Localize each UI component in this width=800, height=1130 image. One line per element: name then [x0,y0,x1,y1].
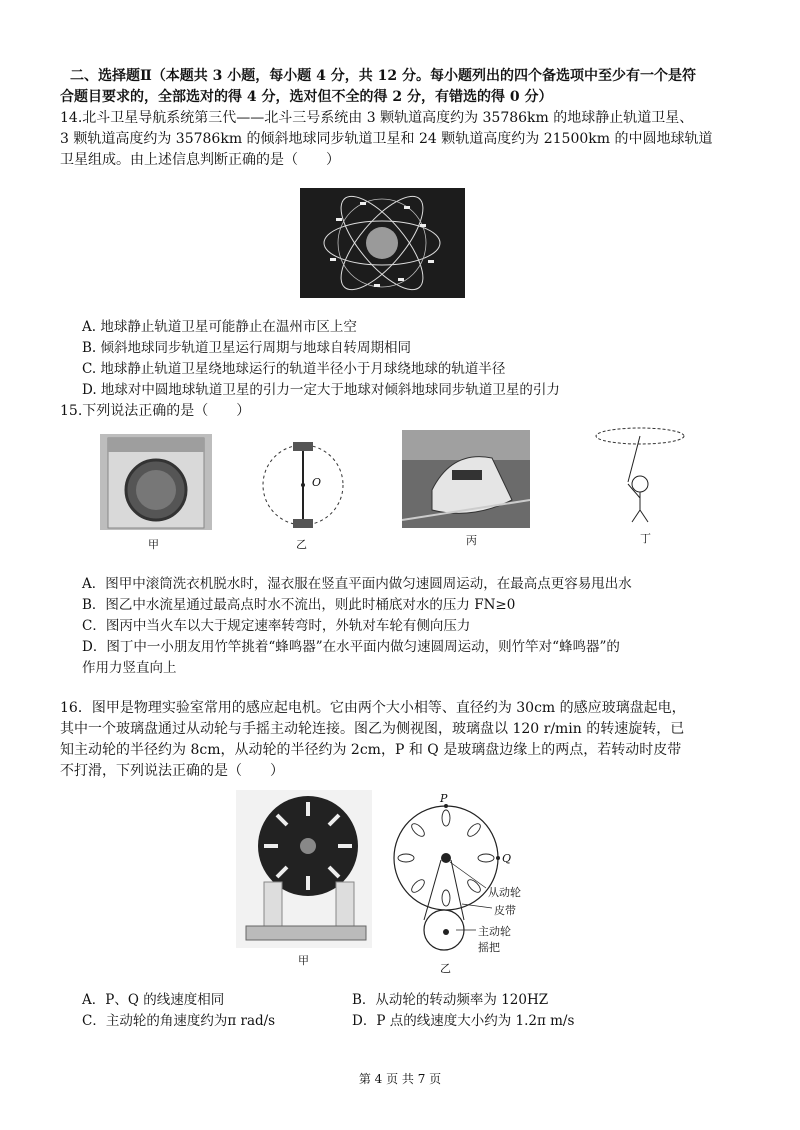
q14-option-b: B. 倾斜地球同步轨道卫星运行周期与地球自转周期相同 [82,340,412,356]
handle-label: 摇把 [478,941,500,954]
point-q-label: Q [502,852,512,865]
fig-label-ding-q15: 丁 [640,532,651,545]
q14-option-a: A. 地球静止轨道卫星可能静止在温州市区上空 [82,319,357,335]
fig-label-yi-q15: 乙 [296,538,307,551]
q16-option-d: D．P 点的线速度大小约为 1.2π m/s [352,1013,575,1029]
q14-stem-line3: 卫星组成。由上述信息判断正确的是（ ） [60,152,340,168]
belt-label: 皮带 [494,904,516,917]
point-o-label: O [312,476,322,489]
beidou-satellite-figure [300,188,465,298]
q16-stem-line2: 其中一个玻璃盘通过从动轮与手摇主动轮连接。图乙为侧视图，玻璃盘以 120 r/min 的转速旋转，已 [60,721,685,737]
q16-option-a: A．P、Q 的线速度相同 [82,992,225,1008]
q14-option-d: D. 地球对中圆地球轨道卫星的引力一定大于地球对倾斜地球同步轨道卫星的引力 [82,382,560,398]
q15-option-c: C．图丙中当火车以大于规定速率转弯时，外轨对车轮有侧向压力 [82,618,471,634]
q16-stem-line4: 不打滑，下列说法正确的是（ ） [60,763,284,779]
point-p-label: P [440,792,448,805]
q15-option-a: A．图甲中滚筒洗衣机脱水时，湿衣服在竖直平面内做匀速圆周运动，在最高点更容易甩出水 [82,576,632,592]
q15-stem: 15.下列说法正确的是（ ） [60,403,251,419]
q16-stem-line1: 16．图甲是物理实验室常用的感应起电机。它由两个大小相等、直径约为 30cm 的感应玻璃盘起电， [60,700,686,716]
fig-label-bing-q15: 丙 [466,534,477,547]
q16-option-b: B．从动轮的转动频率为 120HZ [352,992,549,1008]
buzzer-child-figure [590,424,690,524]
side-view-diagram [386,792,566,972]
q16-option-c: C．主动轮的角速度约为π rad/s [82,1013,276,1029]
section-header-line2: 合题目要求的，全部选对的得 4 分，选对但不全的得 2 分，有错选的得 0 分） [60,89,553,105]
q15-option-d: D．图丁中一小朋友用竹竿挑着“蜂鸣器”在水平面内做匀速圆周运动，则竹竿对“蜂鸣器”的 [82,639,620,655]
driving-wheel-label: 主动轮 [478,925,511,938]
fig-label-yi-q16: 乙 [440,962,451,975]
induction-machine-photo [236,790,372,948]
q14-option-c: C. 地球静止轨道卫星绕地球运行的轨道半径小于月球绕地球的轨道半径 [82,361,506,377]
q16-stem-line3: 知主动轮的半径约为 8cm，从动轮的半径约为 2cm，P 和 Q 是玻璃盘边缘上的两点，若转动时皮带 [60,742,682,758]
q14-stem-line1: 14.北斗卫星导航系统第三代——北斗三号系统由 3 颗轨道高度约为 35786km 的地球静止轨道卫星、 [60,110,694,126]
fig-label-jia-q16: 甲 [298,954,309,967]
fig-label-jia-q15: 甲 [148,538,159,551]
train-turning-figure [402,430,530,528]
page-footer: 第 4 页 共 7 页 [358,1072,442,1086]
q15-option-b: B．图乙中水流星通过最高点时水不流出，则此时桶底对水的压力 FN≥0 [82,597,516,613]
section-header-line1: 二、选择题Ⅱ（本题共 3 小题，每小题 4 分，共 12 分。每小题列出的四个备选项中至少有一个是符 [70,68,697,84]
driven-wheel-label: 从动轮 [488,886,521,899]
q15-option-d-continued: 作用力竖直向上 [82,660,177,676]
washing-machine-figure [100,434,212,530]
water-meteor-figure [258,440,348,530]
q14-stem-line2: 3 颗轨道高度约为 35786km 的倾斜地球同步轨道卫星和 24 颗轨道高度约为 21500km 的中圆地球轨道 [60,131,713,147]
